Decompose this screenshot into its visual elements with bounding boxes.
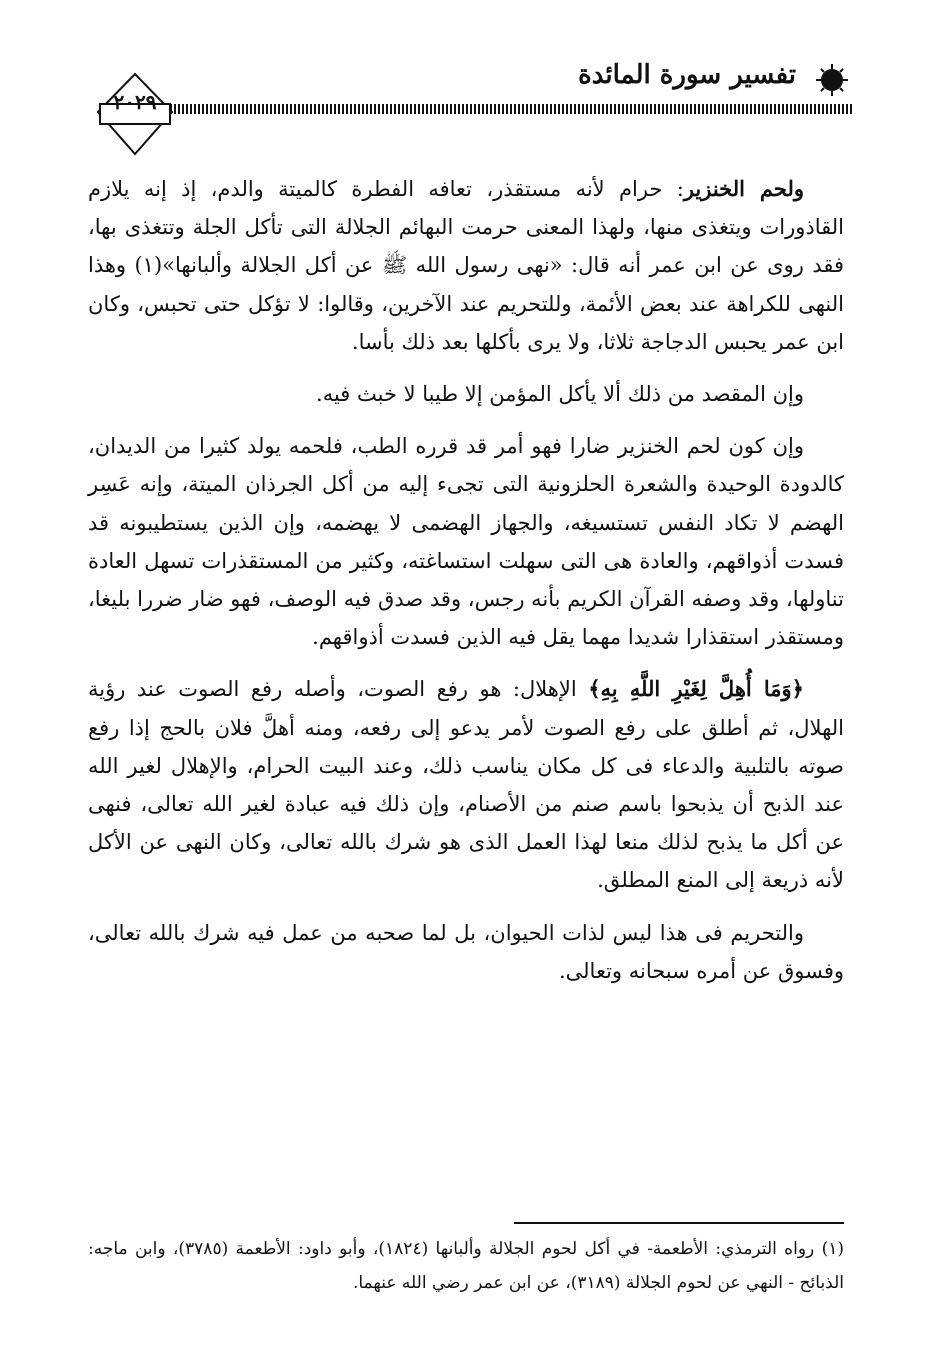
page-number: ٢٠٢٩ (113, 90, 157, 114)
paragraph (88, 375, 844, 413)
paragraph (88, 670, 844, 899)
quran-verse: ﴿وَمَا أُهِلَّ لِغَيْرِ اللَّهِ بِهِ﴾ (588, 676, 804, 702)
paragraph-text: والتحريم فى هذا ليس لذات الحيوان، بل لما صحبه من عمل فيه شرك بالله تعالى، وفسوق عن أمره سبحانه وتعالى. (88, 920, 844, 983)
paragraph (88, 170, 844, 361)
paragraph-text: وإن المقصد من ذلك ألا يأكل المؤمن إلا طيبا لا خبث فيه. (316, 382, 804, 407)
paragraph (88, 427, 844, 656)
paragraph (88, 914, 844, 990)
paragraph-text: الإهلال: هو رفع الصوت، وأصله رفع الصوت عند رؤية الهلال، ثم أطلق على رفع الصوت لأمر يدعو إلى رفعه، ومنه أهلَّ فلان بالحج إذا رفع صوته بالتلبية والدعاء فى كل مكان يناسب ذلك، وعند البيت الحرام، والإهلال لغير الله عند الذبح أن يذبحوا باسم صنم من الأصنام، وإن ذلك فيه عبادة لغير الله تعالى، فنهى عن أكل ما يذبح لذلك منعا لهذا العمل الذى هو شرك بالله تعالى، وكان النهى عن الأكل لأنه ذريعة إلى المنع المطلق. (88, 677, 844, 893)
term-heading: ولحم الخنزير (683, 176, 804, 201)
footnote: (١) رواه الترمذي: الأطعمة- في أكل لحوم الجلالة وألبانها (١٨٢٤)، وأبو داود: الأطعمة (٣٧٨٥)، وابن ماجه: الذبائح - النهي عن لحوم الجلالة (٣١٨٩)، عن ابن عمر رضي الله عنهما. (88, 1239, 844, 1293)
paragraph-text: : حرام لأنه مستقذر، تعافه الفطرة كالميتة والدم، إذ إنه يلازم القاذورات ويتغذى منها، ولهذا المعنى حرمت البهائم الجلالة التى تأكل الجلة وتتغذى بها، فقد روى عن ابن عمر أنه قال: «نهى رسول الله ﷺ عن أكل الجلالة وألبانها»(١) وهذا النهى للكراهة عند بعض الأئمة، وللتحريم عند الآخرين، وقالوا: لا تؤكل حتى تحبس، وكان ابن عمر يحبس الدجاجة ثلاثا، ولا يرى بأكلها بعد ذلك بأسا. (88, 177, 844, 354)
ornament-icon (810, 62, 854, 98)
header-rule (162, 104, 854, 114)
footnote-separator (514, 1222, 844, 1224)
page-header (92, 60, 854, 160)
paragraph-text: وإن كون لحم الخنزير ضارا فهو أمر قد قرره الطب، فلحمه يولد كثيرا من الديدان، كالدودة الوحيدة والشعرة الحلزونية التى تجىء إليه من أكل الجرذان الميتة، وإنه عَسِر الهضم لا تكاد النفس تستسيغه، والجهاز الهضمى لا يهضمه، وإن الذين يستطيبونه قد فسدت أذواقهم، والعادة هى التى سهلت استساغته، وكثير من المستقذرات تسهل العادة تناولها، وقد وصفه القرآن الكريم بأنه رجس، وقد صدق فيه الوصف، فهو ضار ضررا بليغا، ومستقذر استقذارا شديدا مهما يقل فيه الذين فسدت أذواقهم. (88, 434, 844, 650)
body-text (88, 170, 844, 1004)
page-number-badge-icon (92, 70, 178, 158)
chapter-title: تفسير سورة المائدة (578, 60, 796, 90)
